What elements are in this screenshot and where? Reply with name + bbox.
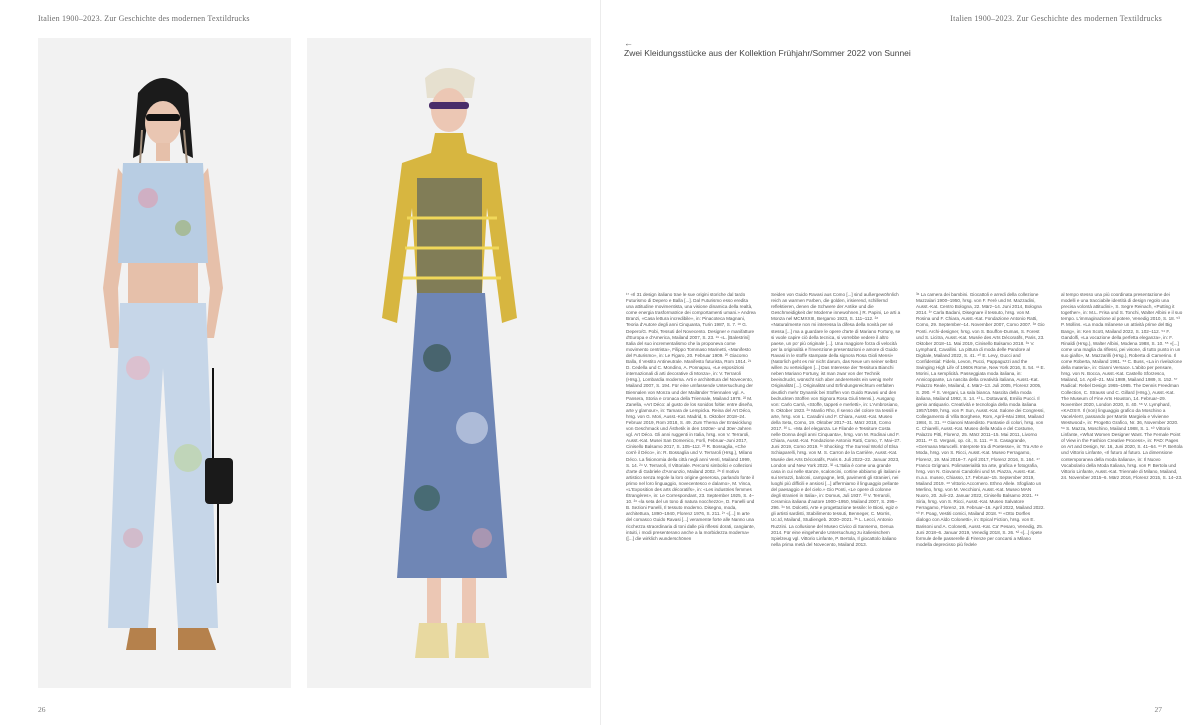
model-left-illustration — [38, 38, 291, 688]
footnotes-column-1: ¹⁷ «Il 31 design italiano trae le sue origini storiche dal tardo Futurismo di Depero e Balla [...]. Dal Futurismo esso eredita una attitudine movimentista, una visione dinamica della realtà, come energia trasformatrice dei comportamenti umani.» Andrea Branzi, «Casa lettura incredibile», in: Pinacoteca Magnani, Teoria d'Autore degli anni Cinquanta, Turin 1987, S. 7. ¹⁸ G. Depero/G. Pobi, Tessuti del Novecento. Designer e manifatture d'Europa e d'America, Mailand 2007, S. 23. ¹⁹ «L. [Balestrini] Italia del suo incrementalismo che la proponeva come movimento centrista», Filippo Tommaso Marinetti, «Manifesto del Futurismo», in: Le Figaro, 20. Februar 1909. ²⁰ Giacomo Balla, Il Vestito Antineutrale. Manifesto futurista, Rom 1914. ²¹ D. Cedella und C. Mondino, A. Ponnapuu, «Le esposizioni internazionali di arti decorative di Monza», in: V. Terraroli (Hrsg.), Lombardia moderna. Arti e architettura del Novecento, Mailand 2007, S. 194. Für eine umfassende Untersuchung der Biennalen von Monza und der Mailänder Triennalen vgl. A. Pansera, Storia e cronaca della Triennale, Mailand 1978. ²² M. Zanella, «Art Déco: al gusto de los sonidos foltie: entre diseño, arte y glamour», in: Tamara de Lempicka. Reina del Art Déco, hrsg. von G. Mori, Ausst.-Kat. Madrid, 5. Oktober 2018–24. Februar 2019, Rom 2018, S. 49. Zum Thema der Entwicklung von Geschmack und Ästhetik in den 1920er- und 30er-Jahren vgl. Art Déco. Gli anni ruggenti in Italia, hrsg. von V. Terraroli, Ausst.-Kat. Musei San Domenico, Forlì, Februar–Juni 2017, Cinisello Balsamo 2017, S. 105–112. ²³ R. Bossaglia, «Che cos'è il Déco», in: R. Bossaglia und V. Terraroli (Hrsg.), Milano Déco. La fisionomia della città negli anni Venti, Mailand 1999, S. 14. ²⁴ V. Terraroli, Il Vittoriale. Percorsi simbolici e collezioni d'arte di Gabriele d'Annunzio, Mailand 2002. ²⁵ Il motivo artistico senza regole la loro origine generosa, parlando fonte il primo nel loro linguaggio, novecentesco e dalamo», M. Vinca, «L'Exposition des arts décoratifs», in: «Les industries femmes Étrangères», in: Le Correspondant, 23. September 1925, S. 4–10. ²⁶ «la seta del un tono di natura nocchezzo», D. Fanelli und B. Sezioni Fanelli, Il tessuto moderno. Disegno, moda, architettura, 1890–1940, Florenz 1976, S. 211. ²⁷ «[...] In arte del comasco Guido Ravasi [...] veramente forte alle Nanno una ricchezza straordinaria di toni dalle più riflessi dorati, cangiante, intuiti, i modi presenterano anche a la morbidezza moderna» ([...] die wirklich wunderschönen — [626, 292, 756, 541]
photo-caption: Zwei Kleidungsstücke aus der Kollektion Frühjahr/Sommer 2022 von Sunnei — [624, 48, 911, 58]
model-right-illustration — [307, 38, 591, 688]
fashion-photo-right — [307, 38, 591, 688]
footnotes-column-3: ³⁶ La camera dei bambini. Giocattoli e arredi della collezione Mazzalari 1900–1950, hrsg. von F. Ferè und M. Mazzadini, Ausst.-Kat. Centro Bologna, 22. März–14. Juni 2014, Bologna 2014. ³⁷ Carla Badani, Disegnare il tessuto, hrsg. von M. Rosina und F. Chiara, Ausst.-Kat. Fondazione Antonio Ratti, Como, 29. September–14. November 2007, Como 2007. ³⁸ Gio Ponti. Archi-designer, hrsg. von S. Bouffon-Dumas, S. Forest und S. Licitra, Ausst.-Kat. Musée des Arts Décoratifs, Paris, 23. Oktober 2018–11. Mai 2019, Cinisello Balsamo 2018. ³⁹ V. Lymphard, Cavallini. La pittura di moda delle Pandore al Digitale, Mailand 2022, S. 41. ⁴⁰ E. Levy, Gucci and Confidential: Fidelo, Levon, Pucci, Pappaguzzi and the Swinging High Life of 1960s Rome, New York 2016, S. 54. ⁴¹ E. Morini, La semplicità. Passeggiata moda italiana, in: Annicoppante, La nascita della creatività italiana, Ausst.-Kat. Palazzo Reale, Mailand, 4. März–13. Juli 2005, Florenz 2005, S. 290. ⁴² S. Vergani, La sala bianca. Nascita della moda italiana, Mailand 1992, S. 14. ⁴³ L. Dottavanti, Emilio Pucci. Il genio antiquario. Creatività e tecnologia della moda italiana 1957/1969, hrsg. von P. Sun, Ausst.-Kat. Salone dei Congressi, Collegamento di Villa Borghese, Rom, April–Mai 1984, Mailand 1984, S. 31. ⁴⁴ Gianoni Maredisto. Fantasie di colori, hrsg. von C. Chiarelli, Ausst.-Kat. Museo della Moda e del Costume, Palazzo Pitti, Florenz, 25. März 2011–15. Mai 2011, Livorno 2011. ⁴⁵ G. Vergani, op. cit., S. 111. ⁴⁶ S. Casagrande, «Germana Marucelli. Interprete tra di Poetesse», in: Tra Arte e Moda, hrsg. von S. Ricci, Ausst.-Kat. Museo Ferragamo, Florenz, 19. Mai 2016–7. April 2017, Florenz 2016, S. 164. ⁴⁷ Franco Grignani. Polimaterialità tra arte, grafica e fotografia, hrsg. von N. Giovanni Candolini und M. Piazza, Ausst.-Kat. m.a.x. museo, Chiasso, 17. Februar–15. September 2019, Mailand 2019. ⁴⁸ Vittorio Accornero. Ethno Allele. Sfogliato un Merlino, hrsg. von M. Vecchioni, Ausst.-Kat. Museo MAN Nuoro, 20. Juli–22. Januar 2022, Cinisello Balsamo 2021. ⁴⁹ Siria, hrsg. von S. Ricci, Ausst.-Kat. Museo Salvatore Ferragamo, Florenz, 19. Februar–16. April 2022, Mailand 2022. ⁵⁰ F. Poag, Vestiti comici, Mailand 2018. ⁵¹ «Otto Dorfles dialogo con Aldo Colonetti», in: Epical Fiction, hrsg. von E. Barisoni und A. Colonetti, Ausst.-Kat. Ca' Pesaro, Venedig, 25. Juni 2018–6. Januar 2019, Venedig 2018, S. 26. ⁵² «[...] ripete formule delle passerelle di Firenze per concarsi a Milano modella deprecisso più fedele — [916, 292, 1045, 547]
caption-arrow-icon: ← — [624, 38, 633, 48]
running-header-right: Italien 1900–2023. Zur Geschichte des modernen Textildrucks — [950, 14, 1162, 23]
page-number-left: 26 — [38, 705, 46, 714]
running-header-left: Italien 1900–2023. Zur Geschichte des modernen Textildrucks — [38, 14, 250, 23]
footnotes-column-4: al tempo stesso una più coordinata presentazione dei modelli e una tracciabile identità di design regolo una precisa volontà attitudini», S. Segre Reinach, «Putting it together», in: M.L. Frisa und S. Tonchi, Walter Albini e il suo tempo. L'immaginazione al potere, Venedig 2010, S. 18. ⁵³ P. Mollins. «La moda milanese un attività prime del Big Bang», in: Ken Scott, Mailand 2022, S. 102–112. ⁵⁴ F. Gandolfi, «La vocazione della perfetta eleganza», in: F. Rinaldi (Hrsg.), Walter Albini, Modena 1988, S. 10. ⁵⁵ «[...] come una maglia da riflessi, pei visone, di tutto punto in un suo giallo», M. Mazzarilli (Hrsg.), Roberta di Camerino. Il come Roberta, Mailand 1961. ⁵⁶ C. Buss, «La in rivelazione della materia», in: Gianni Versace. L'abito per pensare, hrsg. von N. Bocca, Ausst.-Kat. Castello Sforzesco, Mailand, 14. April–21. Mai 1989, Mailand 1989, S. 152. ⁵⁷ Radical: Rebel Design 1965–1985. The Dennis Freedman Collection, C. Strauss und C. Gillard (Hrsg.), Ausst.-Kat. The Museum of Fine Arts Houston, 14. Februar–29. November 2020, London 2020, S. 40. ⁵⁸ V. Lymphard, «KAOS!!!. Il (non) linguaggio grafico da Moschino a VacelAlert!, passando per Martin Margiela e Vivienne Westwood», in: Progetto Grafico, Nr. 36, November 2020. ⁵⁹ S. Mazza, Moschino, Mailand 1988, S. 1. ⁶⁰ Vittorio Linfante, «What Women Designer Want. The Female Point of View in the Fashion Creative Process», in: PAD: Pages on Art and Design, Nr. 16, Juni 2020, S. 41–64. ⁶¹ P. Bertola und Vittorio Linfante, «Il futuro al futuro. La dimensione contemporanea della moda italiana», in: Il Nuovo Vocabolario della Moda Italiana, hrsg. von P. Bertola und Vittorio Linfante, Ausst.-Kat. Triennale di Milano, Mailand, 24. November 2015–6. März 2016, Florenz 2015, S. 14–23. — [1061, 292, 1183, 480]
footnotes-column-2: Seiden von Guido Ravasi aus Como [...] sind außergewöhnlich reich an warmen Farben, die golden, irisierend, schillernd reflektieren, denen die Schwere der Antike und die Geschmeidigkeit der Moderne innewohnen.) R. Papini, Le arti a Monza nel MCMXXIII, Bergamo 1923, S. 111–112. ²⁸ «Naturalmente non mi interessa la difesa della novità per sé stessa [...] ma a guardare le opere d'arte di Mariano Fortuny, se si vuole capire ciò della tecnica, si vorrebbe vedere il altro paese, un po' più originale [...]. Una maggiore forza di velocità per la originalità e l'invenzione presentazioni e amore di Guido Ravasi in le stoffe stampate della signora Rosa Gioli Mensi» (Natürlich geht es mir nicht darum, das Neue um seiner selbst willen zu verteidigen [...] Das Interesse der Tessitura Bianchi neben Mariano Fortuny, ist man zwar von der Technik beeindruckt, wünscht sich aber andererseits ein wenig mehr Originalität [...]. Originalität und Erfindungsreichtum entfalten deutlich mehr Dynamik bei Stoffen von Guido Ravasi und den bedruckten Stoffen von Signora Rosa Giuli Mensi.). Ausgang von: Carlo Carrà, «Stoffe, tappeti e merletti», in: L'Ambrosiano, 9. Oktober 1923. ²⁹ Manlio Rho, Il senso del colore tra tessili e arte, hrsg. von L. Caradini und F. Chiara, Ausst.-Kat. Museo della Seta, Como, 19. Oktober 2017–31. März 2018, Como 2017. ³⁰ L. «Ma del eleganza. Le Filande e Tessiture Costa nelle Donna degli anni Cinquanta», hrsg. von M. Rodinai und F. Chiara, Ausst.-Kat. Fondazione Antonio Ratti, Como, 7. Mai–27. Juni 2019, Como 2019. ³¹ Shocking: The Surreal World of Elsa Schiaparelli, hrsg. von M. S. Carron de la Carrière, Ausst.-Kat. Musée des Arts Décoratifs, Paris 6. Juli 2022–22. Januar 2023, London und New York 2022. ³² «L'Italia è come una grande casa in cui nelle stanze, scaloncini, cortine abbiamo gli italiani e sui terrazzi, balconi, campagne, letti, pavimenti gli stranieri, nei luoghi più difficili e ansiosi [...] affermiamo il linguaggio pellante del paesaggio e del cielo.» Gio Ponti, «Le opere di colonne degli stranieri in Italia», in: Domus, Juli 1937. ³³ V. Terraroli, Ceramica italiana d'autore 1900–1950, Mailand 2007, S. 295–296. ³⁴ M. Dolcetti, Arte e progettazione tessile: le Biosi, egiz e gli artisti sardisti, Stabilimento tessuti, Benneger, C. Morris, Uc.Id, Mailand, Studiengeb. 2020–2021. ³⁵ L. Lecci, Antonio Ruzzini. La collusione del Museo Civico di Sansemo, Genua 2014. Für eine eingehende Untersuchung zu italienischem Spielzeug vgl. Vittorio Linfante, P. Bertola, Il giocattolo italiano nella prima metà del Novecento, Mailand 2013. — [771, 292, 901, 547]
fashion-photo-left — [38, 38, 291, 688]
book-gutter — [600, 0, 601, 725]
page-number-right: 27 — [1154, 705, 1162, 714]
